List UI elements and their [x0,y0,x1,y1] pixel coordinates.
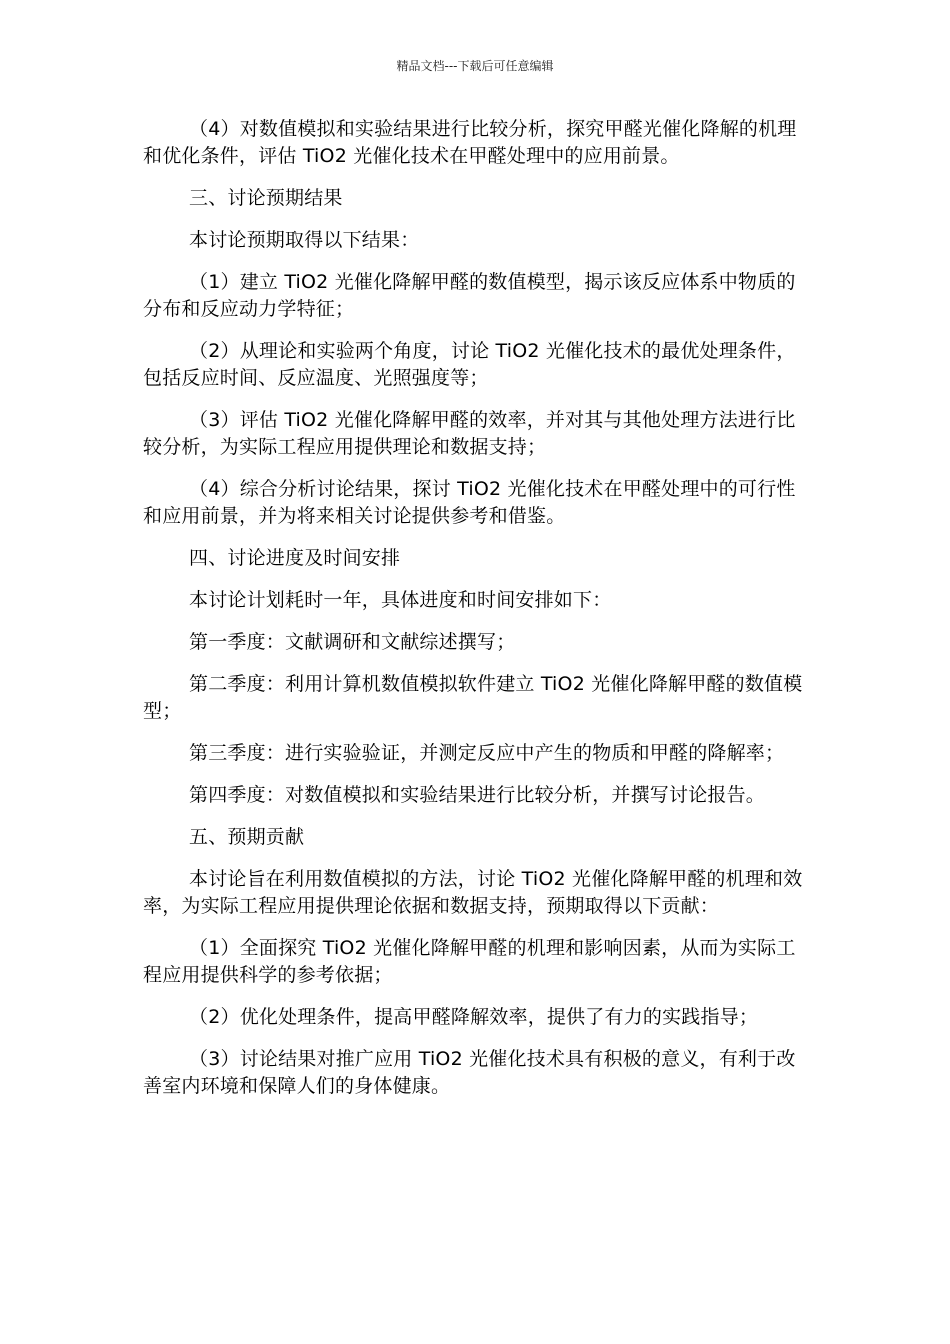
paragraph-contribution-3: （3）讨论结果对推广应用 TiO2 光催化技术具有积极的意义，有利于改善室内环境和保障人们的身体健康。 [143,1048,796,1097]
section-heading-expected-results: 三、讨论预期结果 [189,187,343,209]
paragraph-contribution-1: （1）全面探究 TiO2 光催化降解甲醛的机理和影响因素，从而为实际工程应用提供科学的参考依据； [143,937,796,986]
paragraph-contribution-2: （2）优化处理条件，提高甲醛降解效率，提供了有力的实践指导； [189,1006,759,1028]
document-body [143,116,807,1115]
paragraph-quarter-4: 第四季度：对数值模拟和实验结果进行比较分析，并撰写讨论报告。 [189,784,766,806]
paragraph-results-intro: 本讨论预期取得以下结果： [189,229,420,251]
paragraph-schedule-intro: 本讨论计划耗时一年，具体进度和时间安排如下： [189,589,612,611]
paragraph-result-4: （4）综合分析讨论结果，探讨 TiO2 光催化技术在甲醛处理中的可行性和应用前景，并为将来相关讨论提供参考和借鉴。 [143,478,796,527]
paragraph-contribution-intro: 本讨论旨在利用数值模拟的方法，讨论 TiO2 光催化降解甲醛的机理和效率，为实际工程应用提供理论依据和数据支持，预期取得以下贡献： [143,868,803,917]
page-header: 精品文档---下载后可任意编辑 [396,59,554,73]
paragraph-quarter-3: 第三季度：进行实验验证，并测定反应中产生的物质和甲醛的降解率； [189,742,785,764]
paragraph-quarter-1: 第一季度：文献调研和文献综述撰写； [189,631,516,653]
paragraph-quarter-2: 第二季度：利用计算机数值模拟软件建立 TiO2 光催化降解甲醛的数值模型； [143,673,803,722]
section-heading-contribution: 五、预期贡献 [189,826,305,848]
section-heading-schedule: 四、讨论进度及时间安排 [189,547,401,569]
paragraph-result-3: （3）评估 TiO2 光催化降解甲醛的效率，并对其与其他处理方法进行比较分析，为实际工程应用提供理论和数据支持； [143,409,796,458]
paragraph-analysis-item-4: （4）对数值模拟和实验结果进行比较分析，探究甲醛光催化降解的机理和优化条件，评估 TiO2 光催化技术在甲醛处理中的应用前景。 [143,118,797,167]
paragraph-result-1: （1）建立 TiO2 光催化降解甲醛的数值模型，揭示该反应体系中物质的分布和反应动力学特征； [143,271,796,320]
paragraph-result-2: （2）从理论和实验两个角度，讨论 TiO2 光催化技术的最优处理条件，包括反应时间、反应温度、光照强度等； [143,340,796,389]
